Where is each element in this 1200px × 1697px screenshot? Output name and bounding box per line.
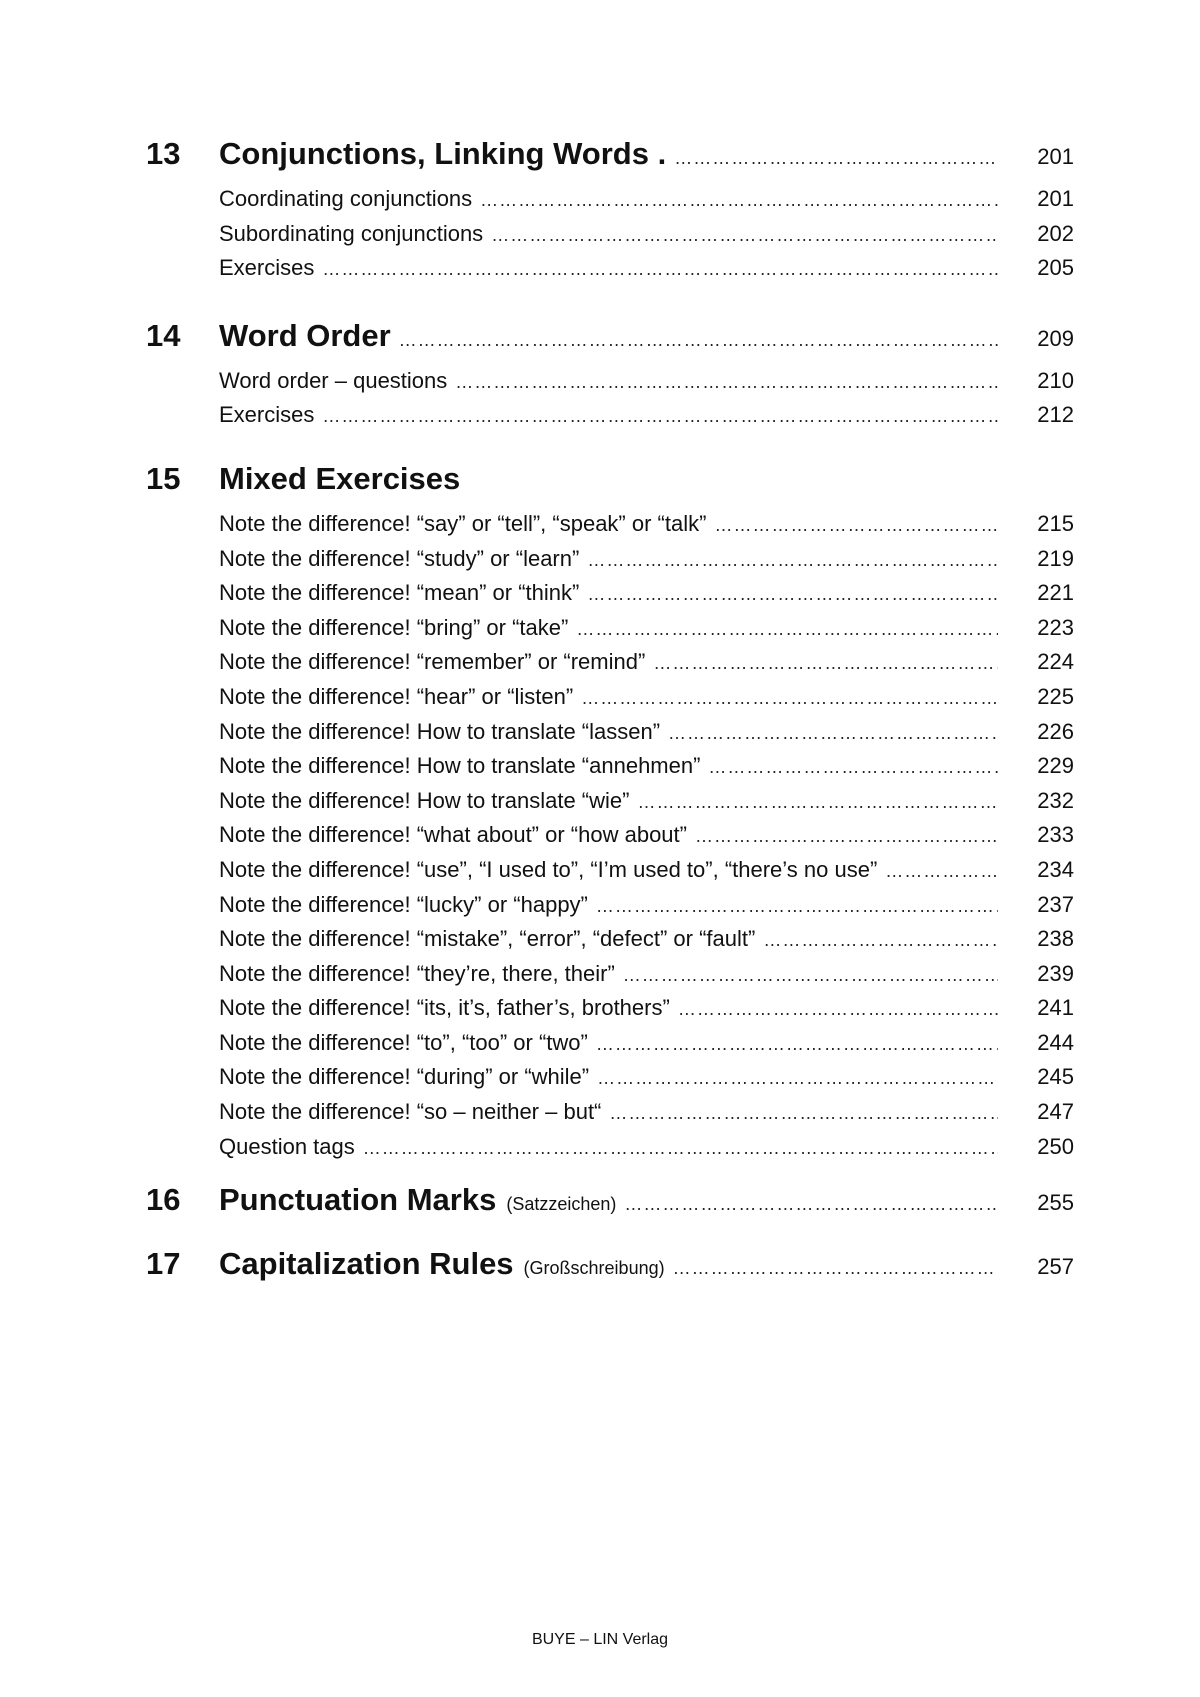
page-footer: BUYE – LIN Verlag (531, 1631, 669, 1648)
entry-page-number: 247 (1037, 1099, 1074, 1125)
entry-label: Note the difference! “remember” or “remind” (219, 649, 646, 675)
dot-leader (596, 896, 998, 917)
dot-leader (597, 1068, 998, 1089)
dot-leader (581, 688, 998, 709)
dot-leader (363, 1138, 998, 1159)
entry-page-number: 244 (1037, 1029, 1074, 1055)
chapter-heading[interactable] (146, 136, 1074, 186)
dot-leader (576, 619, 998, 640)
toc-entry[interactable] (146, 857, 1074, 892)
chapter-title: Mixed Exercises (219, 460, 461, 496)
toc-entry[interactable] (146, 684, 1074, 719)
dot-leader (480, 190, 998, 211)
entry-label: Note the difference! “they’re, there, their” (219, 960, 615, 986)
dot-leader (653, 653, 998, 674)
chapter-page-number: 209 (1037, 325, 1074, 351)
dot-leader (624, 1194, 998, 1215)
entry-label: Note the difference! “during” or “while” (219, 1064, 590, 1090)
toc-entry[interactable] (146, 995, 1074, 1030)
chapter-number: 14 (146, 317, 181, 353)
entry-page-number: 224 (1037, 649, 1074, 675)
dot-leader (455, 372, 998, 393)
toc-entry[interactable] (146, 580, 1074, 615)
chapter-13 (146, 136, 1074, 290)
chapter-title: Capitalization Rules (219, 1246, 514, 1282)
chapter-heading[interactable] (146, 318, 1074, 368)
toc-entry[interactable] (146, 753, 1074, 788)
entry-page-number: 233 (1037, 822, 1074, 848)
entry-label: Coordinating conjunctions (219, 186, 473, 211)
entry-page-number: 210 (1037, 367, 1074, 393)
chapter-number: 13 (146, 136, 181, 171)
entry-label: Note the difference! “mean” or “think” (219, 580, 580, 606)
toc-entry[interactable] (146, 892, 1074, 927)
entry-page-number: 238 (1037, 926, 1074, 952)
chapter-16 (146, 1182, 1074, 1232)
chapter-title: Conjunctions, Linking Words . (219, 136, 667, 171)
chapter-entries (146, 186, 1074, 290)
dot-leader (708, 757, 998, 778)
entry-label: Note the difference! “so – neither – but“ (219, 1099, 602, 1125)
entry-label: Note the difference! “hear” or “listen” (219, 683, 574, 709)
dot-leader (695, 826, 998, 847)
entry-label: Note the difference! How to translate “wie” (219, 787, 630, 813)
entry-label: Subordinating conjunctions (219, 220, 484, 246)
entry-page-number: 205 (1037, 255, 1074, 281)
dot-leader (673, 1258, 998, 1279)
entry-label: Note the difference! “bring” or “take” (219, 614, 569, 640)
entry-page-number: 239 (1037, 960, 1074, 986)
entry-label: Note the difference! “what about” or “how about” (219, 822, 687, 848)
entry-page-number: 234 (1037, 856, 1074, 882)
dot-leader (668, 723, 998, 744)
chapter-page-number: 257 (1037, 1254, 1074, 1280)
chapter-note: (Großschreibung) (523, 1258, 665, 1279)
entry-page-number: 212 (1037, 402, 1074, 428)
chapter-page-number: 201 (1037, 144, 1074, 169)
toc-entry[interactable] (146, 511, 1074, 546)
toc-entry[interactable] (146, 1134, 1074, 1169)
entry-label: Note the difference! “lucky” or “happy” (219, 891, 588, 917)
dot-leader (491, 225, 998, 246)
dot-leader (322, 406, 998, 427)
toc-entry[interactable] (146, 1030, 1074, 1065)
entry-page-number: 215 (1037, 510, 1074, 536)
entry-label: Exercises (219, 255, 315, 281)
entry-label: Note the difference! How to translate “annehmen” (219, 753, 701, 779)
entry-label: Note the difference! “to”, “too” or “two” (219, 1029, 588, 1055)
dot-leader (763, 930, 998, 951)
entry-page-number: 225 (1037, 683, 1074, 709)
chapter-heading[interactable] (146, 461, 1074, 511)
entry-label: Note the difference! “study” or “learn” (219, 545, 580, 571)
entry-page-number: 245 (1037, 1064, 1074, 1090)
entry-page-number: 250 (1037, 1133, 1074, 1159)
entry-label: Note the difference! How to translate “lassen” (219, 718, 661, 744)
chapter-note: (Satzzeichen) (506, 1194, 617, 1215)
chapter-14 (146, 318, 1074, 437)
dot-leader (885, 861, 998, 882)
dot-leader (587, 550, 998, 571)
entry-page-number: 219 (1037, 545, 1074, 571)
chapter-entries (146, 368, 1074, 437)
entry-page-number: 229 (1037, 753, 1074, 779)
chapter-heading[interactable] (146, 1182, 1074, 1232)
entry-label: Question tags (219, 1133, 355, 1159)
dot-leader (587, 584, 998, 605)
entry-page-number: 202 (1037, 220, 1074, 246)
toc-entry[interactable] (146, 822, 1074, 857)
chapter-title: Punctuation Marks (219, 1182, 497, 1218)
chapter-heading[interactable] (146, 1246, 1074, 1296)
dot-leader (322, 259, 998, 280)
toc-entry[interactable] (146, 368, 1074, 403)
chapter-15 (146, 461, 1074, 1168)
chapter-number: 15 (146, 460, 181, 496)
toc-entry[interactable] (146, 1064, 1074, 1099)
dot-leader (637, 792, 998, 813)
entry-page-number: 221 (1037, 580, 1074, 606)
toc-entry[interactable] (146, 546, 1074, 581)
chapter-title: Word Order (219, 317, 391, 353)
dot-leader (674, 148, 998, 169)
entry-label: Note the difference! “its, it’s, father’s, brothers” (219, 995, 670, 1021)
entry-page-number: 241 (1037, 995, 1074, 1021)
toc-entry[interactable] (146, 255, 1074, 290)
entry-page-number: 232 (1037, 787, 1074, 813)
toc-entry[interactable] (146, 1099, 1074, 1134)
toc-entry[interactable] (146, 186, 1074, 221)
toc-entry[interactable] (146, 719, 1074, 754)
toc-entry[interactable] (146, 961, 1074, 996)
dot-leader (609, 1103, 998, 1124)
entry-page-number: 226 (1037, 718, 1074, 744)
entry-label: Word order – questions (219, 367, 448, 393)
entry-page-number: 201 (1037, 186, 1074, 211)
entry-page-number: 237 (1037, 891, 1074, 917)
dot-leader (596, 1034, 998, 1055)
toc-entry[interactable] (146, 402, 1074, 437)
toc-entry[interactable] (146, 788, 1074, 823)
dot-leader (678, 999, 998, 1020)
entry-label: Note the difference! “use”, “I used to”, “I’m used to”, “there’s no use” (219, 856, 878, 882)
entry-label: Exercises (219, 402, 315, 428)
toc-entry[interactable] (146, 615, 1074, 650)
chapter-entries (146, 511, 1074, 1168)
chapter-page-number: 255 (1037, 1190, 1074, 1216)
chapter-17 (146, 1246, 1074, 1296)
table-of-contents (146, 136, 1074, 1296)
entry-label: Note the difference! “say” or “tell”, “speak” or “talk” (219, 510, 707, 536)
toc-entry[interactable] (146, 649, 1074, 684)
chapter-number: 16 (146, 1182, 181, 1218)
dot-leader (623, 965, 998, 986)
toc-entry[interactable] (146, 926, 1074, 961)
toc-entry[interactable] (146, 221, 1074, 256)
dot-leader (714, 515, 998, 536)
dot-leader (399, 330, 998, 351)
entry-page-number: 223 (1037, 614, 1074, 640)
entry-label: Note the difference! “mistake”, “error”, “defect” or “fault” (219, 926, 756, 952)
chapter-number: 17 (146, 1246, 181, 1282)
